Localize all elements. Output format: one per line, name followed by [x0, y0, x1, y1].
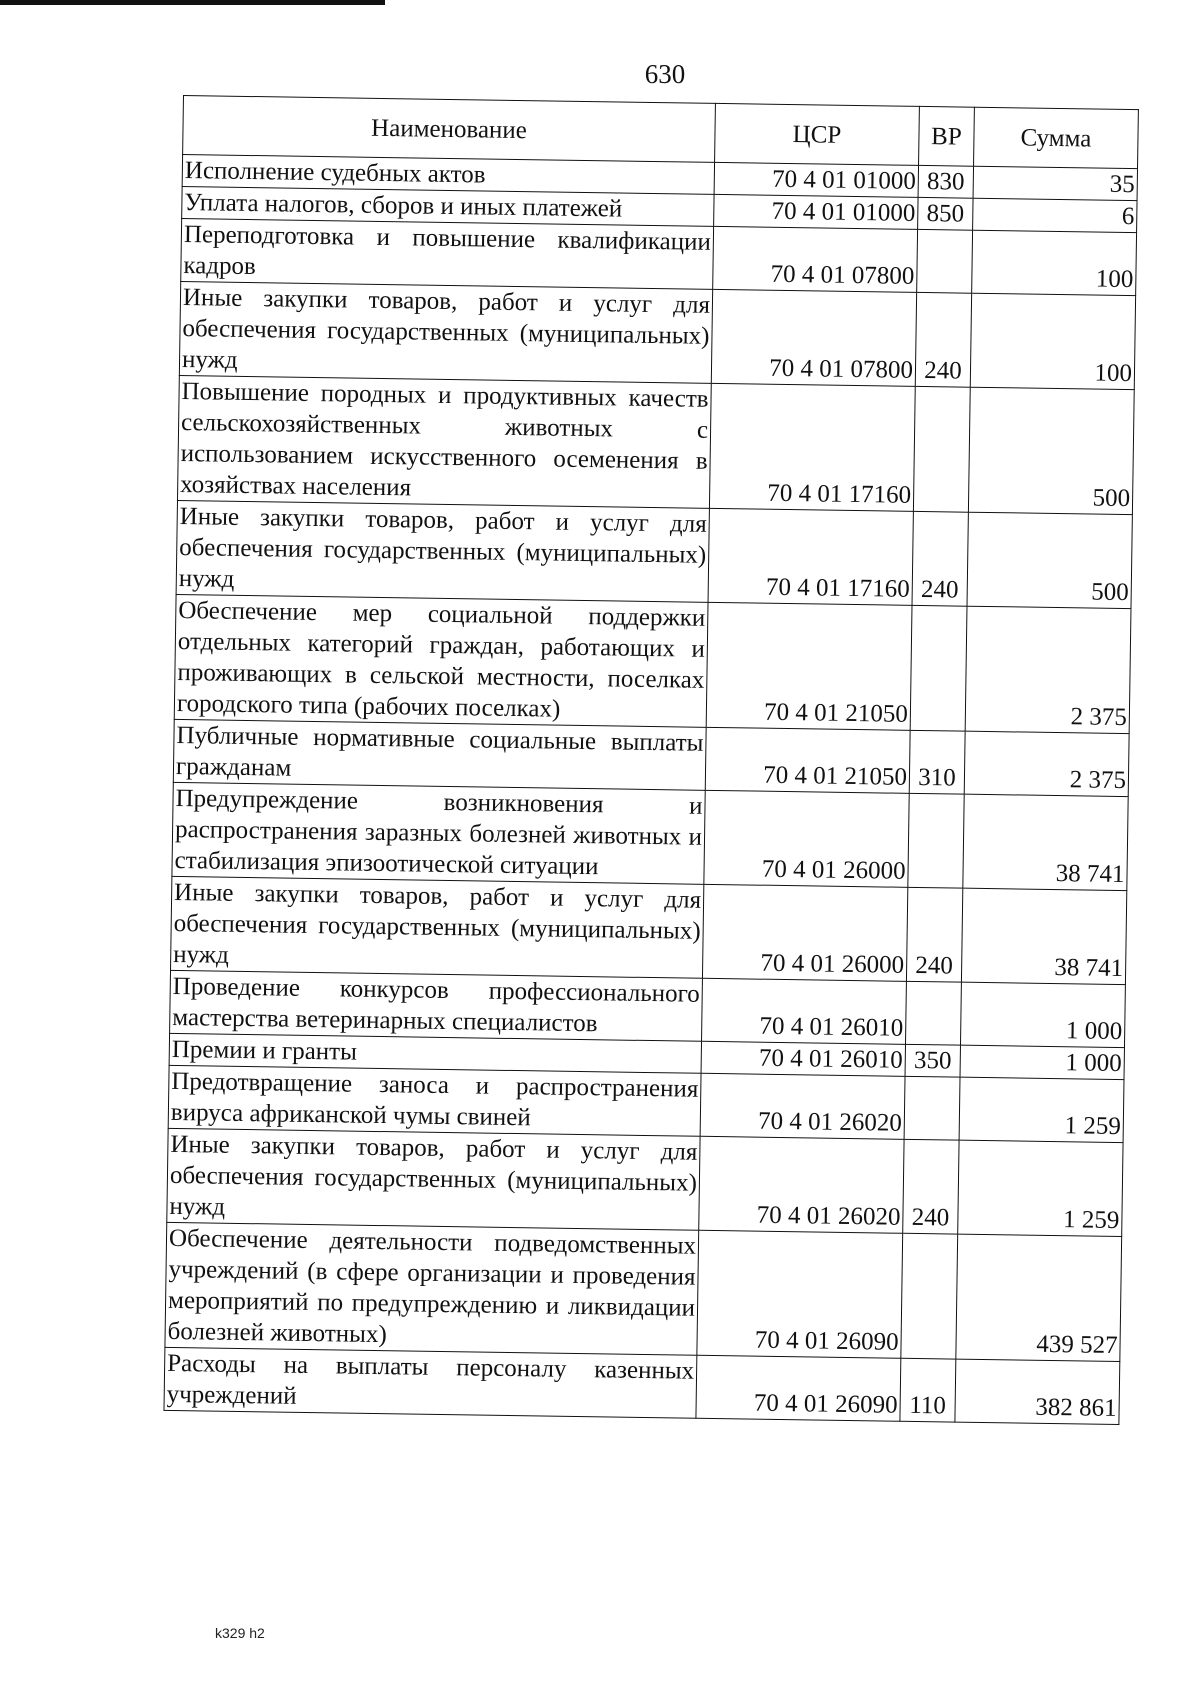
cell-csr: 70 4 01 26090 — [696, 1355, 901, 1421]
cell-vr — [905, 981, 961, 1045]
cell-sum: 2 375 — [965, 606, 1131, 733]
table-row — [171, 876, 1127, 984]
cell-sum: 100 — [972, 230, 1137, 295]
cell-vr: 350 — [905, 1044, 960, 1077]
table-row — [164, 1347, 1120, 1424]
cell-sum: 1 259 — [959, 1077, 1124, 1142]
cell-sum: 2 375 — [964, 731, 1129, 796]
table-row — [179, 281, 1135, 389]
table-row — [172, 782, 1128, 890]
cell-csr: 70 4 01 17160 — [708, 508, 913, 605]
cell-name: Публичные нормативные социальные выплаты гражданам — [173, 719, 706, 790]
header-sum: Сумма — [974, 107, 1139, 168]
cell-csr: 70 4 01 26000 — [702, 884, 907, 981]
cell-sum: 100 — [970, 293, 1135, 389]
cell-name: Предупреждение возникновения и распространения заразных болезней животных и стабилизация эпизоотической ситуации — [172, 782, 705, 884]
scan-edge-mark — [0, 0, 385, 5]
cell-vr — [908, 793, 964, 888]
cell-vr — [901, 1233, 958, 1359]
header-vr: ВР — [919, 106, 975, 166]
table-row — [167, 1128, 1123, 1236]
cell-csr: 70 4 01 21050 — [706, 602, 912, 730]
cell-csr: 70 4 01 26010 — [701, 1041, 905, 1076]
cell-vr — [904, 1076, 960, 1140]
cell-vr: 310 — [909, 730, 965, 794]
cell-sum: 1 259 — [958, 1140, 1123, 1236]
cell-vr — [917, 229, 973, 293]
cell-name: Переподготовка и повышение квалификации кадров — [181, 218, 714, 289]
cell-vr: 240 — [912, 511, 968, 606]
cell-sum: 500 — [967, 512, 1132, 608]
cell-sum: 38 741 — [963, 794, 1128, 890]
table-row — [174, 594, 1131, 733]
cell-name: Иные закупки товаров, работ и услуг для обеспечения государственных (муниципальных) нужд — [179, 281, 712, 383]
cell-vr: 240 — [915, 292, 971, 387]
cell-csr: 70 4 01 07800 — [711, 289, 916, 386]
cell-sum: 35 — [973, 166, 1137, 200]
cell-sum: 382 861 — [955, 1359, 1120, 1424]
cell-csr: 70 4 01 07800 — [713, 226, 918, 292]
cell-name: Проведение конкурсов профессионального мастерства ветеринарных специалистов — [170, 970, 703, 1041]
cell-sum: 6 — [973, 198, 1137, 232]
cell-name: Премии и гранты — [169, 1033, 701, 1073]
cell-vr: 240 — [906, 887, 962, 982]
footer-code: k329 h2 — [215, 1625, 265, 1641]
cell-sum: 38 741 — [961, 888, 1126, 984]
table-row — [165, 1222, 1122, 1361]
cell-vr: 110 — [900, 1358, 956, 1422]
cell-name: Иные закупки товаров, работ и услуг для обеспечения государственных (муниципальных) нужд — [171, 876, 704, 978]
table-row — [176, 500, 1132, 608]
budget-table — [163, 95, 1138, 1425]
table-row — [177, 375, 1134, 514]
cell-csr: 70 4 01 26090 — [697, 1230, 903, 1358]
cell-vr: 830 — [918, 165, 973, 198]
cell-vr: 850 — [918, 197, 973, 230]
cell-csr: 70 4 01 26020 — [699, 1136, 904, 1233]
cell-sum: 1 000 — [960, 1045, 1124, 1079]
cell-csr: 70 4 01 01000 — [714, 162, 918, 197]
table-body — [164, 155, 1138, 1425]
cell-name: Расходы на выплаты персоналу казенных учреждений — [164, 1347, 697, 1418]
cell-name: Предотвращение заноса и распространения вируса африканской чумы свиней — [168, 1065, 701, 1136]
cell-vr — [910, 605, 967, 731]
cell-name: Обеспечение деятельности подведомственных учреждений (в сфере организации и проведения мероприятий по предупреждению и ликвидации болезней животных) — [165, 1222, 699, 1355]
cell-name: Обеспечение мер социальной поддержки отдельных категорий граждан, работающих и проживающих в сельской местности, поселках городского типа (рабочих поселках) — [174, 594, 708, 727]
header-csr: ЦСР — [715, 103, 920, 165]
cell-name: Иные закупки товаров, работ и услуг для обеспечения государственных (муниципальных) нужд — [176, 500, 709, 602]
cell-csr: 70 4 01 17160 — [709, 383, 915, 511]
cell-csr: 70 4 01 26000 — [704, 790, 909, 887]
cell-csr: 70 4 01 26020 — [700, 1073, 905, 1139]
cell-vr: 240 — [903, 1139, 959, 1234]
cell-sum: 500 — [968, 387, 1134, 514]
cell-csr: 70 4 01 01000 — [714, 194, 918, 229]
cell-sum: 439 527 — [956, 1234, 1122, 1361]
header-name: Наименование — [183, 96, 716, 163]
cell-name: Уплата налогов, сборов и иных платежей — [182, 186, 714, 226]
cell-name: Исполнение судебных актов — [182, 155, 714, 195]
cell-vr — [913, 386, 970, 512]
cell-name: Иные закупки товаров, работ и услуг для обеспечения государственных (муниципальных) нужд — [167, 1128, 700, 1230]
cell-sum: 1 000 — [960, 982, 1125, 1047]
page-number: 630 — [644, 59, 686, 89]
cell-csr: 70 4 01 26010 — [702, 978, 907, 1044]
cell-csr: 70 4 01 21050 — [705, 727, 910, 793]
cell-name: Повышение породных и продуктивных качеств сельскохозяйственных животных с использованием искусственного осеменения в хозяйствах населения — [177, 375, 711, 508]
